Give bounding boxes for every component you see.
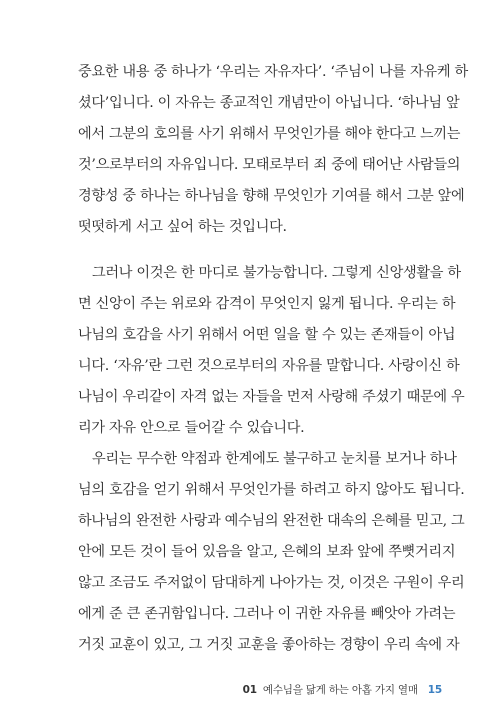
text-line: 안에 모든 것이 들어 있음을 알고, 은혜의 보좌 앞에 쭈뼛거리지 — [78, 544, 456, 560]
text-line: 님의 호감을 얻기 위해서 무엇인가를 하려고 하지 않아도 됩니다. — [78, 482, 465, 498]
text-line: 에서 그분의 호의를 사기 위해서 무엇인가를 해야 한다고 느끼는 — [78, 126, 461, 142]
text-line: 중요한 내용 중 하나가 ‘우리는 자유자다’. ‘주님이 나를 자유케 하 — [78, 64, 468, 80]
text-line: 우리는 무수한 약점과 한계에도 불구하고 눈치를 보거나 하나 — [92, 451, 457, 467]
text-line: 하나님의 완전한 사랑과 예수님의 완전한 대속의 은혜를 믿고, 그 — [78, 513, 465, 529]
chapter-number: 01 — [242, 684, 257, 696]
text-line: 나님이 우리같이 자격 없는 자들을 먼저 사랑해 주셨기 때문에 우 — [78, 389, 465, 405]
text-line: 그러나 이것은 한 마디로 불가능합니다. 그렇게 신앙생활을 하 — [92, 265, 461, 281]
text-line: 나님의 호감을 사기 위해서 어떤 일을 할 수 있는 존재들이 아닙 — [78, 327, 456, 343]
text-line: 거짓 교훈이 있고, 그 거짓 교훈을 좋아하는 경향이 우리 속에 자 — [78, 637, 460, 653]
page-number: 15 — [427, 684, 442, 696]
text-line: 것’으로부터의 자유입니다. 모태로부터 죄 중에 태어난 사람들의 — [78, 157, 461, 173]
paragraph-1 — [78, 57, 468, 243]
text-line: 에게 준 큰 존귀함입니다. 그러나 이 귀한 자유를 빼앗아 가려는 — [78, 606, 456, 622]
text-line: 않고 조금도 주저없이 담대하게 나아가는 것, 이것은 구원이 우리 — [78, 575, 465, 591]
text-line: 셨다’입니다. 이 자유는 종교적인 개념만이 아닙니다. ‘하나님 앞 — [78, 95, 460, 111]
text-line: 니다. ‘자유’란 그런 것으로부터의 자유를 말합니다. 사랑이신 하 — [78, 358, 460, 374]
text-line: 경향성 중 하나는 하나님을 향해 무엇인가 기여를 해서 그분 앞에 — [78, 188, 465, 204]
chapter-title: 예수님을 닮게 하는 아홉 가지 열매 — [262, 684, 418, 696]
text-line: 리가 자유 안으로 들어갈 수 있습니다. — [78, 420, 305, 436]
paragraph-2 — [78, 258, 465, 661]
text-line: 면 신앙이 주는 위로와 감격이 무엇인지 잃게 됩니다. 우리는 하 — [78, 296, 456, 312]
text-line: 떳떳하게 서고 싶어 하는 것입니다. — [78, 219, 287, 235]
page-footer — [0, 682, 442, 697]
